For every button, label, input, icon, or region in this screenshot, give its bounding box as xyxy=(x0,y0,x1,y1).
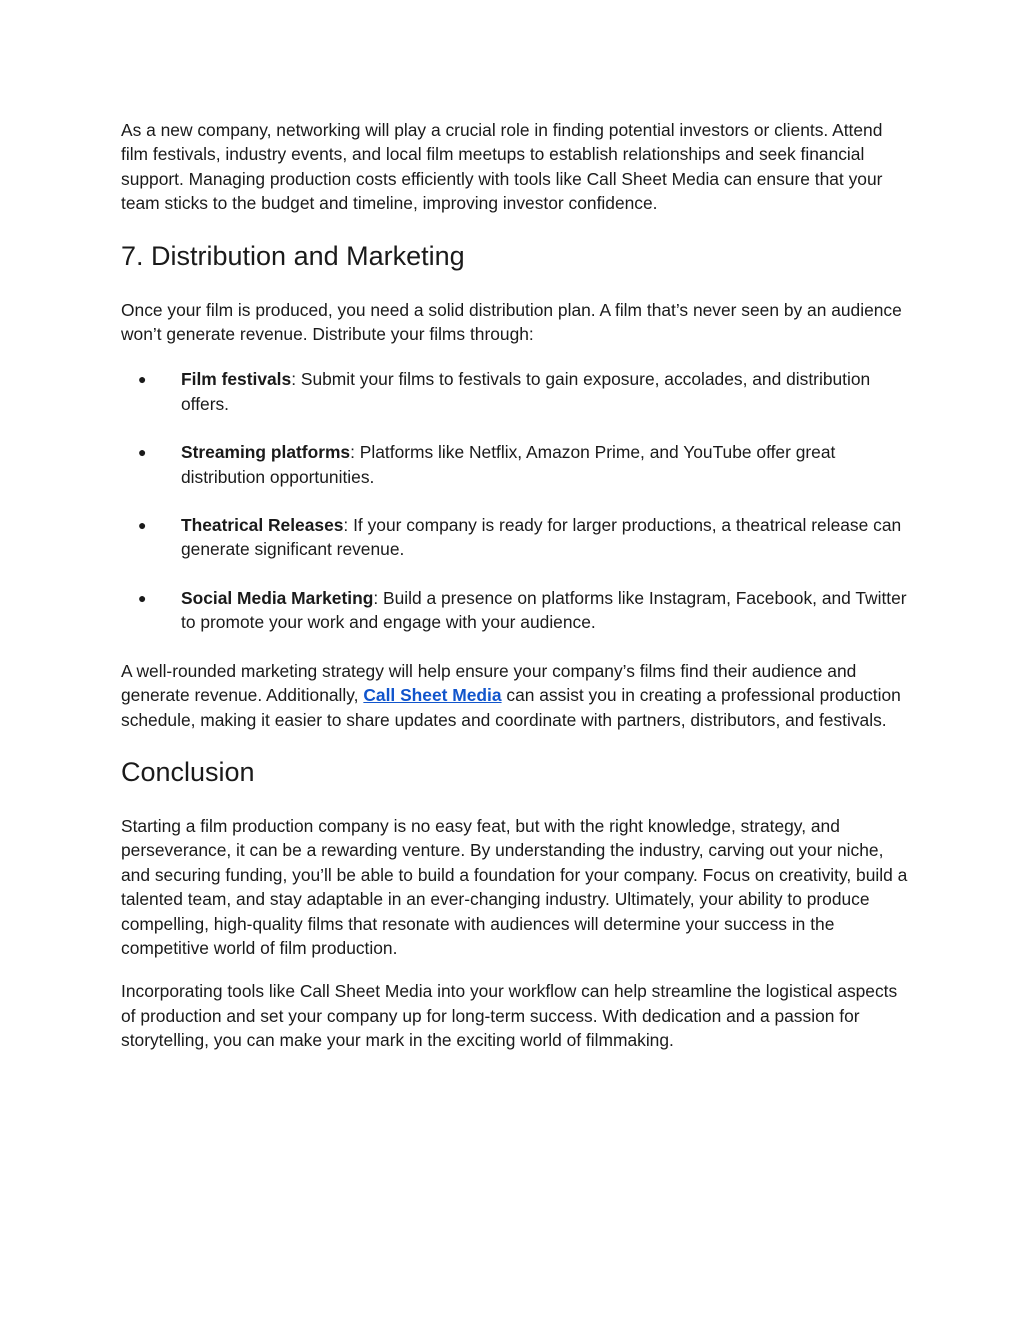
list-item xyxy=(121,586,911,635)
list-item-term: Social Media Marketing xyxy=(181,587,374,608)
bullet-icon: ● xyxy=(138,371,147,388)
list-item xyxy=(121,513,911,562)
conclusion-paragraph-2: Incorporating tools like Call Sheet Media into your workflow can help streamline the logistical aspects of production and set your company up for long-term success. With dedication and a passion for storytelling, you can make your mark in the exciting world of filmmaking. xyxy=(121,981,898,1051)
distribution-intro: Once your film is produced, you need a solid distribution plan. A film that’s never seen by an audience won’t generate revenue. Distribute your films through: xyxy=(121,299,902,345)
list-item-text: : Platforms like Netflix, Amazon Prime, and YouTube offer great distribution opportunities. xyxy=(181,442,836,487)
bullet-icon: ● xyxy=(138,589,147,606)
list-item-text: : Build a presence on platforms like Instagram, Facebook, and Twitter to promote your work and engage with your audience. xyxy=(181,587,907,633)
list-item-term: Theatrical Releases xyxy=(181,515,344,536)
list-item-text: : Submit your films to festivals to gain exposure, accolades, and distribution offers. xyxy=(181,369,871,414)
call-sheet-media-link[interactable]: Call Sheet Media xyxy=(363,685,502,706)
intro-paragraph: As a new company, networking will play a crucial role in finding potential investors or clients. Attend film festivals, industry events, and local film meetups to establish relationships and seek financial support. Managing production costs efficiently with tools like Call Sheet Media can ensure that your team sticks to the budget and timeline, improving investor confidence. xyxy=(121,120,883,214)
marketing-text-before-link: A well-rounded marketing strategy will help ensure your company’s films find their audience and generate revenue. Additionally, xyxy=(121,660,857,706)
bullet-icon: ● xyxy=(138,517,147,534)
document-page xyxy=(121,118,911,1053)
list-item xyxy=(121,440,911,489)
bullet-icon: ● xyxy=(138,444,147,461)
list-item xyxy=(121,367,911,416)
conclusion-paragraph-1: Starting a film production company is no easy feat, but with the right knowledge, strategy, and perseverance, it can be a rewarding venture. By understanding the industry, carving out your niche, and securing funding, you’ll be able to build a foundation for your company. Focus on creativity, build a talented team, and stay adaptable in an ever-changing industry. Ultimately, your ability to produce compelling, high-quality films that resonate with audiences will determine your success in the competitive world of film production. xyxy=(121,815,908,958)
list-item-term: Streaming platforms xyxy=(181,442,351,463)
distribution-heading: 7. Distribution and Marketing xyxy=(121,240,465,271)
list-item-text: : If your company is ready for larger productions, a theatrical release can generate significant revenue. xyxy=(181,515,902,560)
distribution-list xyxy=(121,367,911,634)
marketing-paragraph xyxy=(121,659,911,732)
marketing-text-after-link: can assist you in creating a professional production schedule, making it easier to share updates and coordinate with partners, distributors, and festivals. xyxy=(121,685,901,730)
list-item-term: Film festivals xyxy=(181,369,292,390)
conclusion-heading: Conclusion xyxy=(121,756,255,787)
